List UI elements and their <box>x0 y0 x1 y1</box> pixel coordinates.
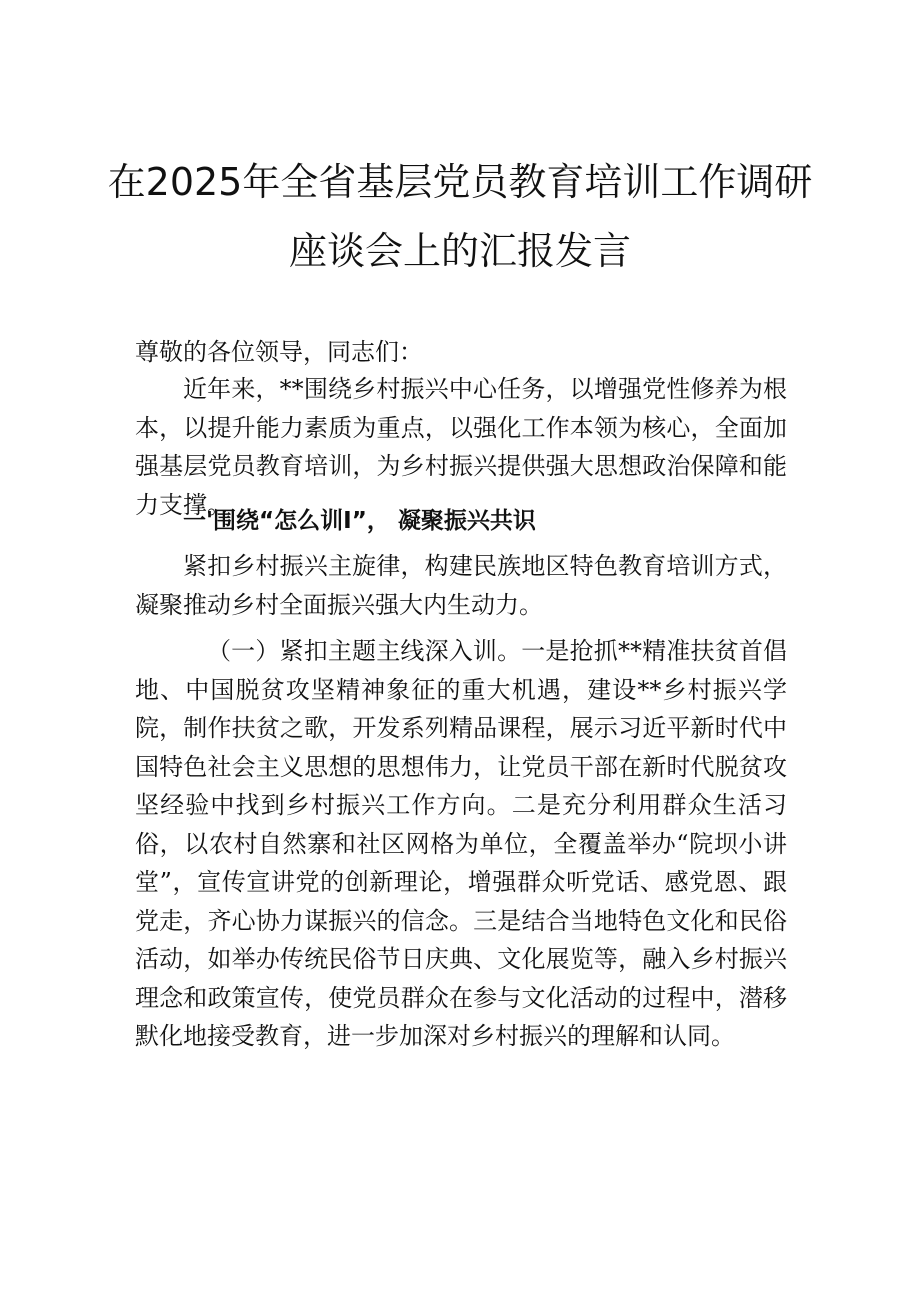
section-1-paragraph: 紧扣乡村振兴主旋律，构建民族地区特色教育培训方式，凝聚推动乡村全面振兴强大内生动力。 <box>135 552 787 619</box>
document-title-line-1: 在2025年全省基层党员教育培训工作调研 <box>107 160 813 204</box>
section-heading-1: 一'围绕“怎么训I”， 凝聚振兴共识 <box>183 508 536 534</box>
subsection-1-paragraph: （一）紧扣主题主线深入训。一是抢抓**精准扶贫首倡地、中国脱贫攻坚精神象征的重大机遇，建设**乡村振兴学院，制作扶贫之歌，开发系列精品课程，展示习近平新时代中国特色社会主义思想的思想伟力，让党员干部在新时代脱贫攻坚经验中找到乡村振兴工作方向。二是充分利用群众生活习俗，以农村自然寨和社区网格为单位，全覆盖举办“院坝小讲堂”，宣传宣讲党的创新理论，增强群众听党话、感党恩、跟党走，齐心协力谋振兴的信念。三是结合当地特色文化和民俗活动，如举办传统民俗节日庆典、文化展览等，融入乡村振兴理念和政策宣传，使党员群众在参与文化活动的过程中，潜移默化地接受教育，进一步加深对乡村振兴的理解和认同。 <box>135 637 787 1050</box>
document-title-line-2: 座谈会上的汇报发言 <box>288 229 631 273</box>
intro-paragraph: 近年来，**围绕乡村振兴中心任务，以增强党性修养为根本，以提升能力素质为重点，以强化工作本领为核心，全面加强基层党员教育培训，为乡村振兴提供强大思想政治保障和能力支撑。 <box>135 375 787 519</box>
salutation: 尊敬的各位领导，同志们： <box>135 338 423 366</box>
